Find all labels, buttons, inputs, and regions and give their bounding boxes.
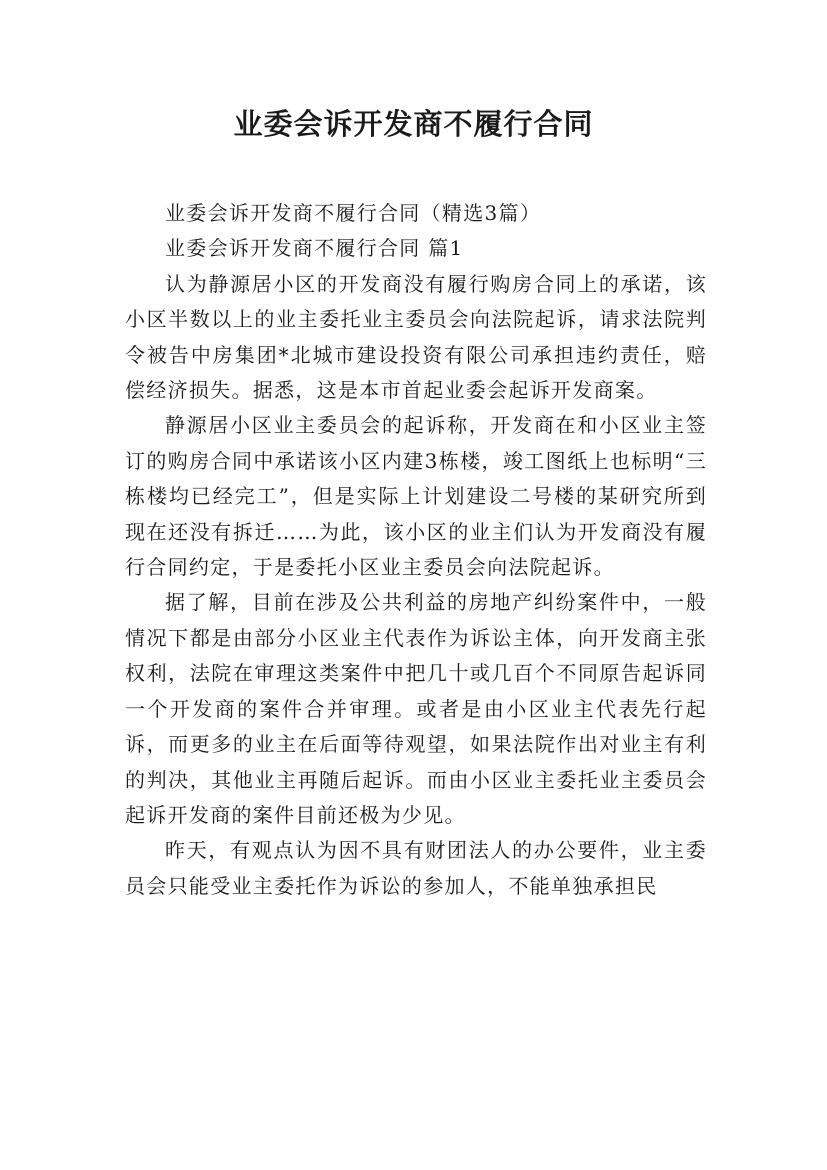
paragraph-4: 昨天，有观点认为因不具有财团法人的办公要件，业主委员会只能受业主委托作为诉讼的参加人，不能单独承担民 <box>125 838 707 898</box>
document-body <box>125 196 707 904</box>
paragraph-2: 静源居小区业主委员会的起诉称，开发商在和小区业主签订的购房合同中承诺该小区内建3栋楼，竣工图纸上也标明“三栋楼均已经完工”，但是实际上计划建设二号楼的某研究所到现在还没有拆迁……为此，该小区的业主们认为开发商没有履行合同约定，于是委托小区业主委员会向法院起诉。 <box>125 413 707 580</box>
document-title: 业委会诉开发商不履行合同 <box>233 107 594 141</box>
section-heading: 业委会诉开发商不履行合同 篇1 <box>165 236 464 261</box>
paragraph-1: 认为静源居小区的开发商没有履行购房合同上的承诺，该小区半数以上的业主委托业主委员会向法院起诉，请求法院判令被告中房集团*北城市建设投资有限公司承担违约责任，赔偿经济损失。据悉，这是本市首起业委会起诉开发商案。 <box>125 271 707 403</box>
document-subtitle: 业委会诉开发商不履行合同（精选3篇） <box>165 201 542 225</box>
paragraph-3: 据了解，目前在涉及公共利益的房地产纠纷案件中，一般情况下都是由部分小区业主代表作为诉讼主体，向开发商主张权利，法院在审理这类案件中把几十或几百个不同原告起诉同一个开发商的案件合并审理。或者是由小区业主代表先行起诉，而更多的业主在后面等待观望，如果法院作出对业主有利的判决，其他业主再随后起诉。而由小区业主委托业主委员会起诉开发商的案件目前还极为少见。 <box>125 590 707 827</box>
